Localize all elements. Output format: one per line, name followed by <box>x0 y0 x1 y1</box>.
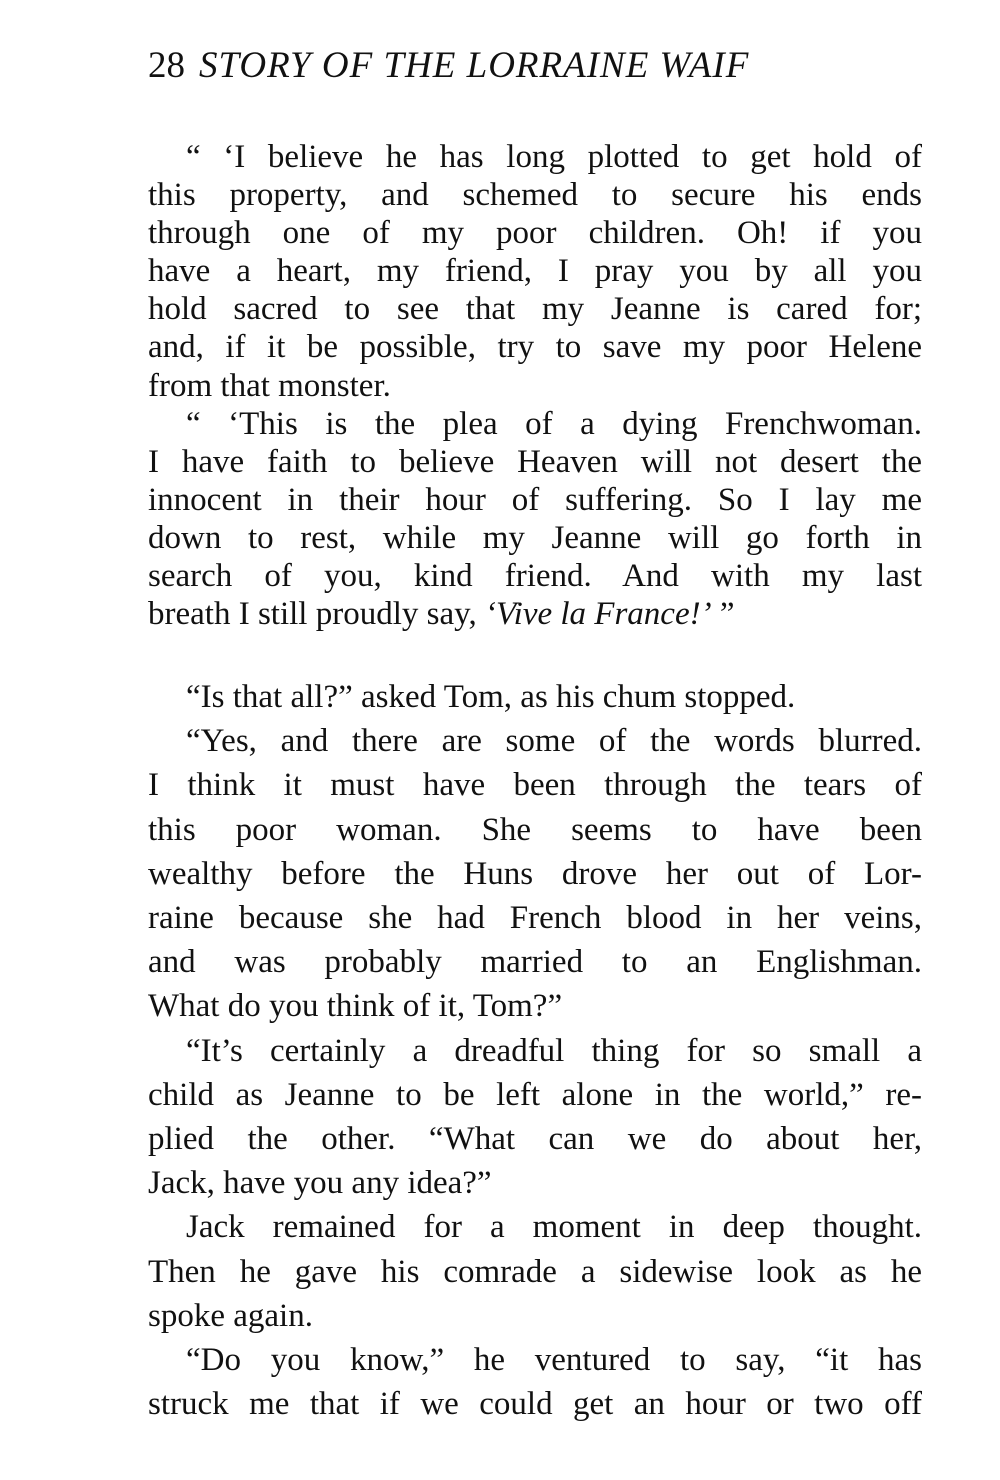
text-line: hold sacred to see that my Jeanne is cared for; <box>148 291 922 328</box>
text-line: Jack remained for a moment in deep thought. <box>186 1209 922 1246</box>
text-line: and was probably married to an Englishman. <box>148 944 922 981</box>
text-line: “ ‘This is the plea of a dying Frenchwoman. <box>186 405 922 442</box>
dialogue-text <box>148 675 922 1426</box>
running-head <box>148 42 908 90</box>
text-line: raine because she had French blood in her veins, <box>148 900 922 937</box>
italic-phrase: ‘Vive la France!’ <box>484 596 712 633</box>
text-line: wealthy before the Huns drove her out of Lor- <box>148 855 922 892</box>
text-line: I have faith to believe Heaven will not desert the <box>148 443 922 480</box>
text-line-final <box>148 595 922 633</box>
text-line: “Is that all?” asked Tom, as his chum stopped. <box>186 679 796 715</box>
page-number: 28 <box>148 45 185 86</box>
text-line: Jack, have you any idea?” <box>148 1165 492 1202</box>
text-line: have a heart, my friend, I pray you by all you <box>148 253 922 290</box>
text-line: child as Jeanne to be left alone in the world,” re- <box>148 1076 922 1113</box>
text-fragment: breath I still proudly say, <box>148 596 485 633</box>
closing-quote: ” <box>711 596 735 633</box>
text-line: “ ‘I believe he has long plotted to get hold of <box>186 139 922 175</box>
text-line: plied the other. “What can we do about her, <box>148 1121 922 1158</box>
running-title: STORY OF THE LORRAINE WAIF <box>199 45 750 86</box>
text-line: “Do you know,” he ventured to say, “it has <box>186 1342 922 1379</box>
letter-text <box>148 138 922 633</box>
text-line: search of you, kind friend. And with my last <box>148 558 922 595</box>
text-line: “It’s certainly a dreadful thing for so small a <box>186 1032 922 1069</box>
text-line: this property, and schemed to secure his ends <box>148 177 922 214</box>
text-line: and, if it be possible, try to save my poor Helene <box>148 329 922 366</box>
text-line: through one of my poor children. Oh! if you <box>148 215 922 252</box>
text-line: I think it must have been through the tears of <box>148 767 922 804</box>
text-line: struck me that if we could get an hour or two off <box>148 1386 922 1423</box>
text-line: Then he gave his comrade a sidewise look as he <box>148 1253 922 1290</box>
text-line: this poor woman. She seems to have been <box>148 811 922 848</box>
text-line: innocent in their hour of suffering. So I lay me <box>148 481 922 518</box>
text-line: down to rest, while my Jeanne will go forth in <box>148 519 922 556</box>
text-line: “Yes, and there are some of the words blurred. <box>186 723 922 760</box>
text-line: What do you think of it, Tom?” <box>148 988 563 1025</box>
text-line: from that monster. <box>148 367 391 404</box>
text-line: spoke again. <box>148 1297 313 1334</box>
